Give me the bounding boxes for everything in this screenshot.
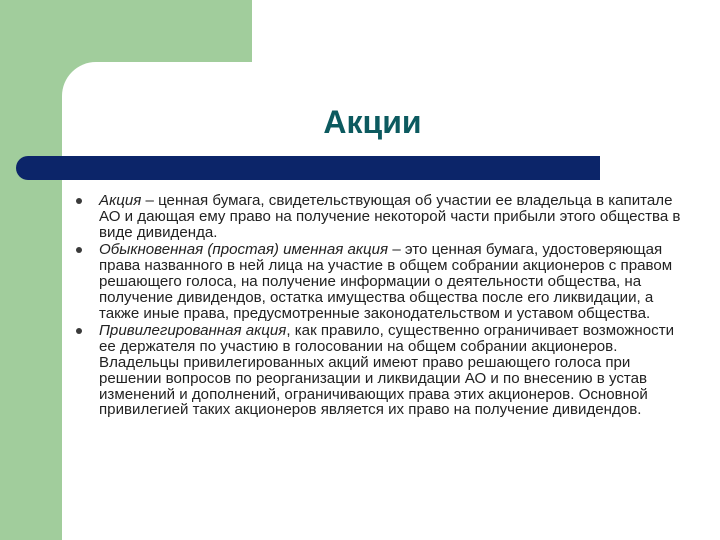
list-item bbox=[74, 242, 694, 321]
term-definition: – это ценная бумага, удостоверяющая права названного в ней лица на участие в общем собрании акционеров с правом решающего голоса, на получение информации о деятельности общества, на получение дивидендов, остатка имущества общества после его ликвидации, а также иные права, предусмотренные законодательством и уставом общества. bbox=[99, 241, 673, 322]
list-item bbox=[74, 323, 694, 418]
term-label: Акция bbox=[99, 192, 142, 209]
decorative-green-strip bbox=[0, 0, 62, 540]
bullet-icon bbox=[76, 247, 82, 253]
title-underline-bar bbox=[16, 156, 600, 180]
term-definition: – ценная бумага, свидетельствующая об участии ее владельца в капитале АО и дающая ему право на получение некоторой части прибыли этого общества в виде дивиденда. bbox=[99, 192, 681, 241]
list-item bbox=[74, 193, 694, 240]
slide-title: Акции bbox=[323, 104, 422, 140]
term-label: Обыкновенная (простая) именная акция bbox=[99, 241, 389, 259]
term-label: Привилегированная акция bbox=[99, 322, 287, 340]
bullet-list bbox=[74, 193, 694, 420]
bullet-icon bbox=[76, 328, 82, 334]
bullet-icon bbox=[76, 198, 82, 204]
term-definition: , как правило, существенно ограничивает возможности ее держателя по участию в голосовании на общем собрании акционеров. Владельцы привилегированных акций имеют право решающего голоса при решении вопросов по реорганизации и ликвидации АО и по внесению в устав изменений и дополнений, ограничивающих права этих акционеров. Основной привилегией таких акционеров является их право на получение дивидендов. bbox=[99, 322, 675, 419]
